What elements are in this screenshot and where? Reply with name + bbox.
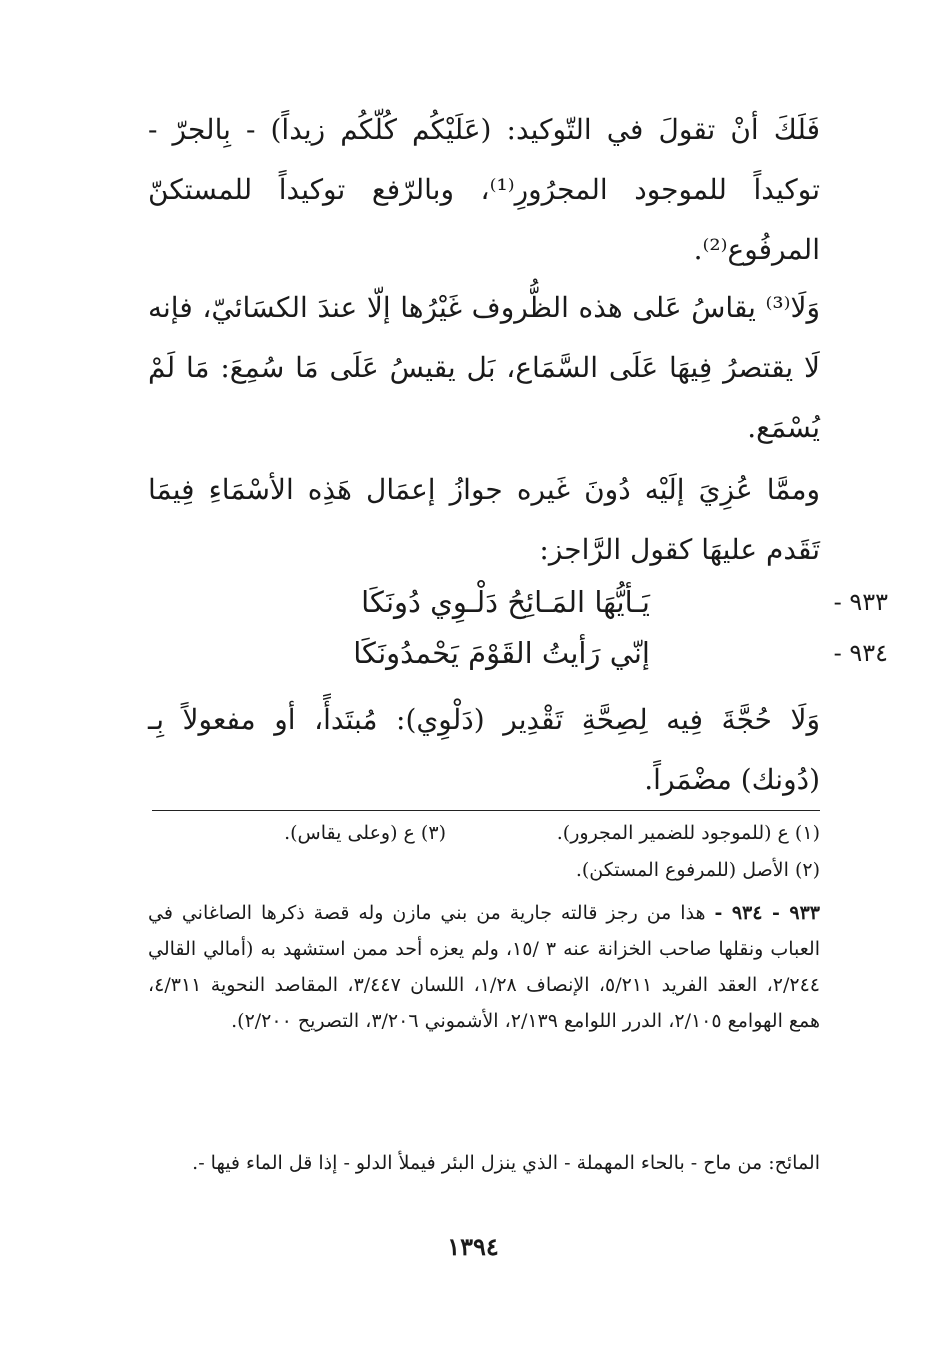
footnote-divider bbox=[152, 810, 820, 811]
page-number: ١٣٩٤ bbox=[447, 1232, 499, 1261]
verse-gloss: المائح: من ماح - بالحاء المهملة - الذي ينزل البئر فيملأ الدلو - إذا قل الماء فيها -. bbox=[192, 1152, 820, 1174]
footnote-1: (١) ع (للموجود للضمير المجرور). bbox=[556, 822, 820, 844]
paragraph-2: وَلَا⁽³⁾ يقاسُ عَلى هذه الظُّروف غَيْرُها إلّا عندَ الكسَائيّ، فإنه لَا يقتصرُ فِيهَا عَلَى السَّمَاع، بَل يقيسُ عَلَى مَا سُمِعَ: مَا لَمْ يُسْمَع. bbox=[148, 291, 820, 444]
notes-body: هذا من رجز قالته جارية من بني مازن وله قصة ذكرها الصاغاني في العباب ونقلها صاحب الخزانة عنه ٣ /١٥، ولم يعزه أحد ممن استشهد به (أمالي القالي ٢/٢٤٤، العقد الفريد ٥/٢١١، الإنصاف ١/٢٨، اللسان ٣/٤٤٧، المقاصد النحوية ٤/٣١١، همع الهوامع ٢/١٠٥، الدرر اللوامع ٢/١٣٩، الأشموني ٣/٢٠٦، التصريح ٢/٢٠٠). bbox=[148, 902, 821, 1032]
paragraph-3: وممَّا عُزِيَ إلَيْه دُونَ غَيره جوازُ إعمَال هَذِه الأسْمَاءِ فِيمَا تَقَدم عليهَا كقول الرَّاجز: bbox=[148, 473, 820, 566]
verse-text: يَـأيُّهَا المَـائِحُ دَلْـوِي دُونَكَا bbox=[361, 585, 650, 619]
verse-notes bbox=[148, 895, 820, 1039]
verse-934 bbox=[58, 628, 888, 678]
verse-number: ٩٣٣ - bbox=[833, 588, 888, 616]
footnote-2: (٢) الأصل (للمرفوع المستكن). bbox=[575, 859, 820, 881]
footnote-3: (٣) ع (وعلى يقاس). bbox=[284, 822, 446, 844]
verse-number: ٩٣٤ - bbox=[833, 639, 888, 667]
paragraph-1: فَلَكَ أنْ تقولَ في التّوكيد: (عَلَيْكُم كُلّكُم زيداً) - بِالجرّ - توكيداً للموجود المجرُورِ⁽¹⁾، وبالرّفع توكيداً للمستكنّ المرفُوع⁽²⁾. bbox=[148, 113, 821, 266]
verse-text: إنّي رَأيتُ القَوْمَ يَحْمدُونَكَا bbox=[353, 636, 650, 670]
notes-verse-numbers: ٩٣٣ - ٩٣٤ - bbox=[714, 902, 820, 924]
verse-933 bbox=[58, 577, 888, 627]
paragraph-4: وَلَا حُجَّةَ فِيه لِصِحَّةِ تَقْدِير (دَلْوِي): مُبتَدأً، أو مفعولاً بِـ (دُونك) مضْمَراً. bbox=[148, 703, 820, 796]
